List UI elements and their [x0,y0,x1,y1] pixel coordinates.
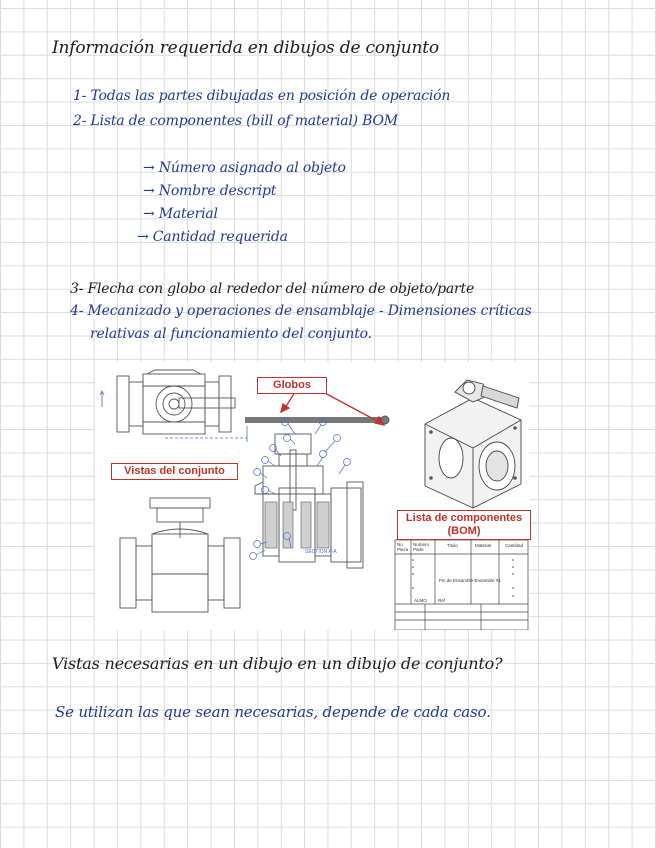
note-item-4: 4- Mecanizado y operaciones de ensamblaje - Dimensiones críticas [70,303,532,319]
assembly-drawing-svg [95,362,529,630]
note-item-3: 3- Flecha con globo al rededor del número de objeto/parte [70,281,475,297]
callout-lista-de-componentes [397,510,531,540]
bom-header-3: Titulo [447,543,458,548]
bom-header-2: Numero Parte [413,542,430,552]
note-sub-3: → Material [143,206,218,222]
bom-header-4: Material [475,543,492,548]
note-sub-1: → Número asignado al objeto [143,160,346,176]
note-item-2: 2- Lista de componentes (bill of material) BOM [73,113,398,129]
bom-row-description: Pin de Ensamble-Ensamble #1 [439,578,501,583]
notes-title: Información requerida en dibujos de conjunto [52,38,439,58]
callout-lista-line-2: (BOM) [447,525,481,537]
question: Vistas necesarias en un dibujo en un dibujo de conjunto? [52,654,503,673]
section-label: SECTION A-A [305,549,337,555]
note-item-4-cont: relativas al funcionamiento del conjunto. [90,326,372,342]
note-sub-4: → Cantidad requerida [137,229,288,245]
bom-header-1: No. Pieza [397,542,409,552]
assembly-drawing-figure [95,362,529,630]
bom-row-b: Ref [438,598,446,603]
answer: Se utilizan las que sean necesarias, depende de cada caso. [55,703,491,721]
bom-row-a: ALMO [414,598,427,603]
callout-globos: Globos [257,377,327,394]
bom-header-5: Cantidad [505,543,524,548]
note-item-1: 1- Todas las partes dibujadas en posición de operación [73,88,451,104]
callout-vistas-del-conjunto: Vistas del conjunto [111,463,238,480]
note-sub-2: → Nombre descript [143,183,277,199]
callout-lista-line-1: Lista de componentes [405,512,523,524]
